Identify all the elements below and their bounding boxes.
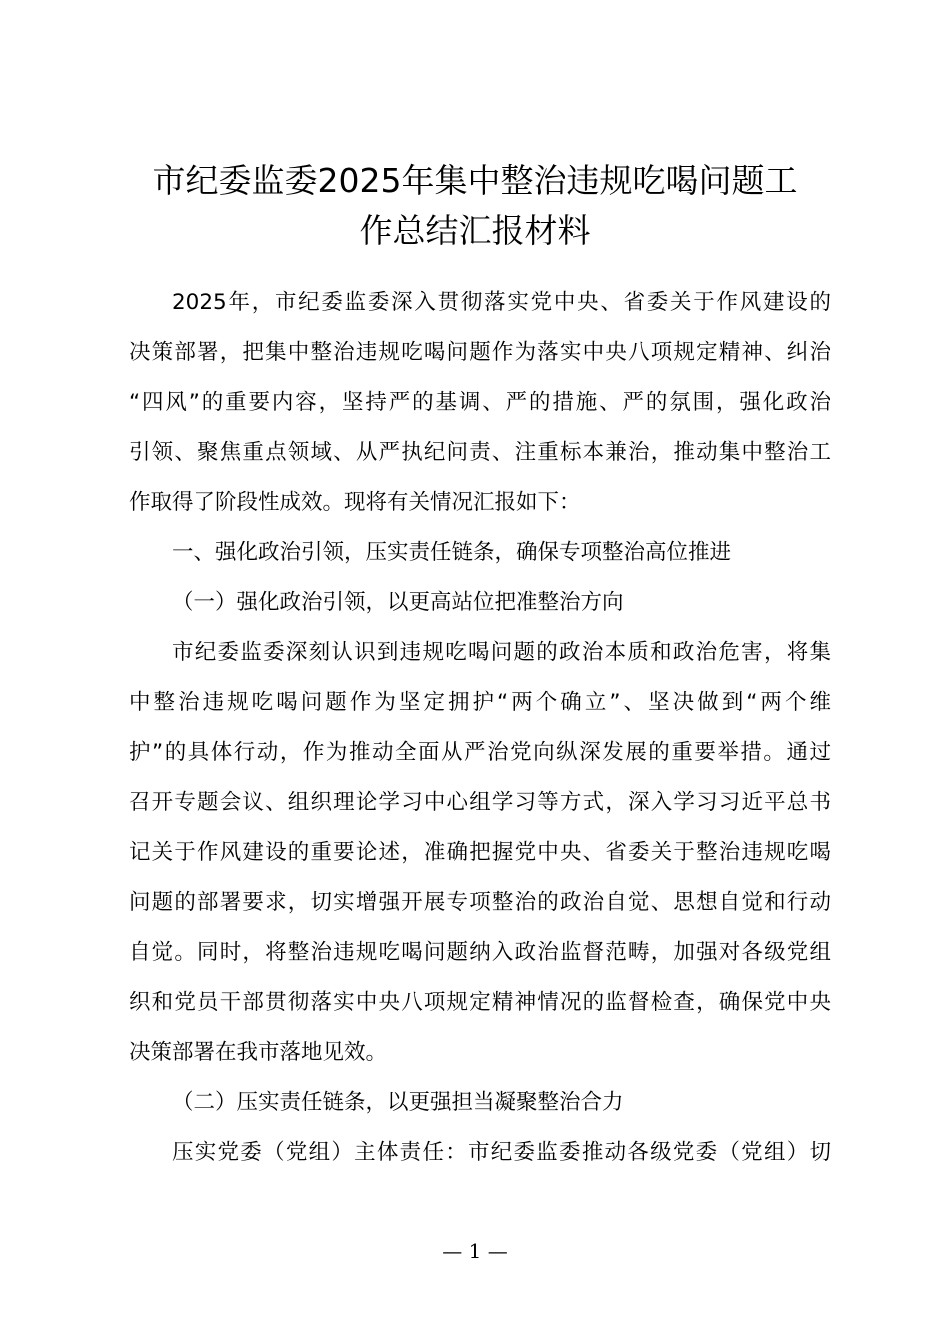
subsection-heading: （二）压实责任链条，以更强担当凝聚整治合力	[172, 1090, 624, 1115]
paragraph-line: “四风”的重要内容，坚持严的基调、严的措施、严的氛围，强化政治	[129, 390, 831, 415]
paragraph-line: 自觉。同时，将整治违规吃喝问题纳入政治监督范畴，加强对各级党组	[129, 940, 831, 965]
section-heading: 一、强化政治引领，压实责任链条，确保专项整治高位推进	[172, 540, 732, 565]
paragraph-line: 记关于作风建设的重要论述，准确把握党中央、省委关于整治违规吃喝	[129, 840, 831, 865]
paragraph-line: 中整治违规吃喝问题作为坚定拥护“两个确立”、坚决做到“两个维	[129, 690, 831, 715]
subsection-heading: （一）强化政治引领，以更高站位把准整治方向	[172, 590, 624, 615]
page-number: — 1 —	[442, 1239, 508, 1263]
paragraph-line: 护”的具体行动，作为推动全面从严治党向纵深发展的重要举措。通过	[129, 740, 831, 765]
document-title-line-2: 作总结汇报材料	[359, 211, 591, 250]
paragraph-line: 压实党委（党组）主体责任：市纪委监委推动各级党委（党组）切	[172, 1140, 831, 1165]
paragraph-line: 决策部署在我市落地见效。	[129, 1040, 388, 1065]
paragraph-line: 决策部署，把集中整治违规吃喝问题作为落实中央八项规定精神、纠治	[129, 340, 831, 365]
paragraph-line: 织和党员干部贯彻落实中央八项规定精神情况的监督检查，确保党中央	[129, 990, 831, 1015]
paragraph-line: 问题的部署要求，切实增强开展专项整治的政治自觉、思想自觉和行动	[129, 890, 831, 915]
paragraph-line: 引领、聚焦重点领域、从严执纪问责、注重标本兼治，推动集中整治工	[129, 440, 831, 465]
paragraph-line: 召开专题会议、组织理论学习中心组学习等方式，深入学习习近平总书	[129, 790, 831, 815]
document-title-line-1: 市纪委监委2025年集中整治违规吃喝问题工	[152, 161, 798, 200]
paragraph-line: 市纪委监委深刻认识到违规吃喝问题的政治本质和政治危害，将集	[172, 640, 831, 665]
paragraph-line: 2025年，市纪委监委深入贯彻落实党中央、省委关于作风建设的	[172, 290, 831, 315]
paragraph-line: 作取得了阶段性成效。现将有关情况汇报如下：	[129, 490, 581, 515]
